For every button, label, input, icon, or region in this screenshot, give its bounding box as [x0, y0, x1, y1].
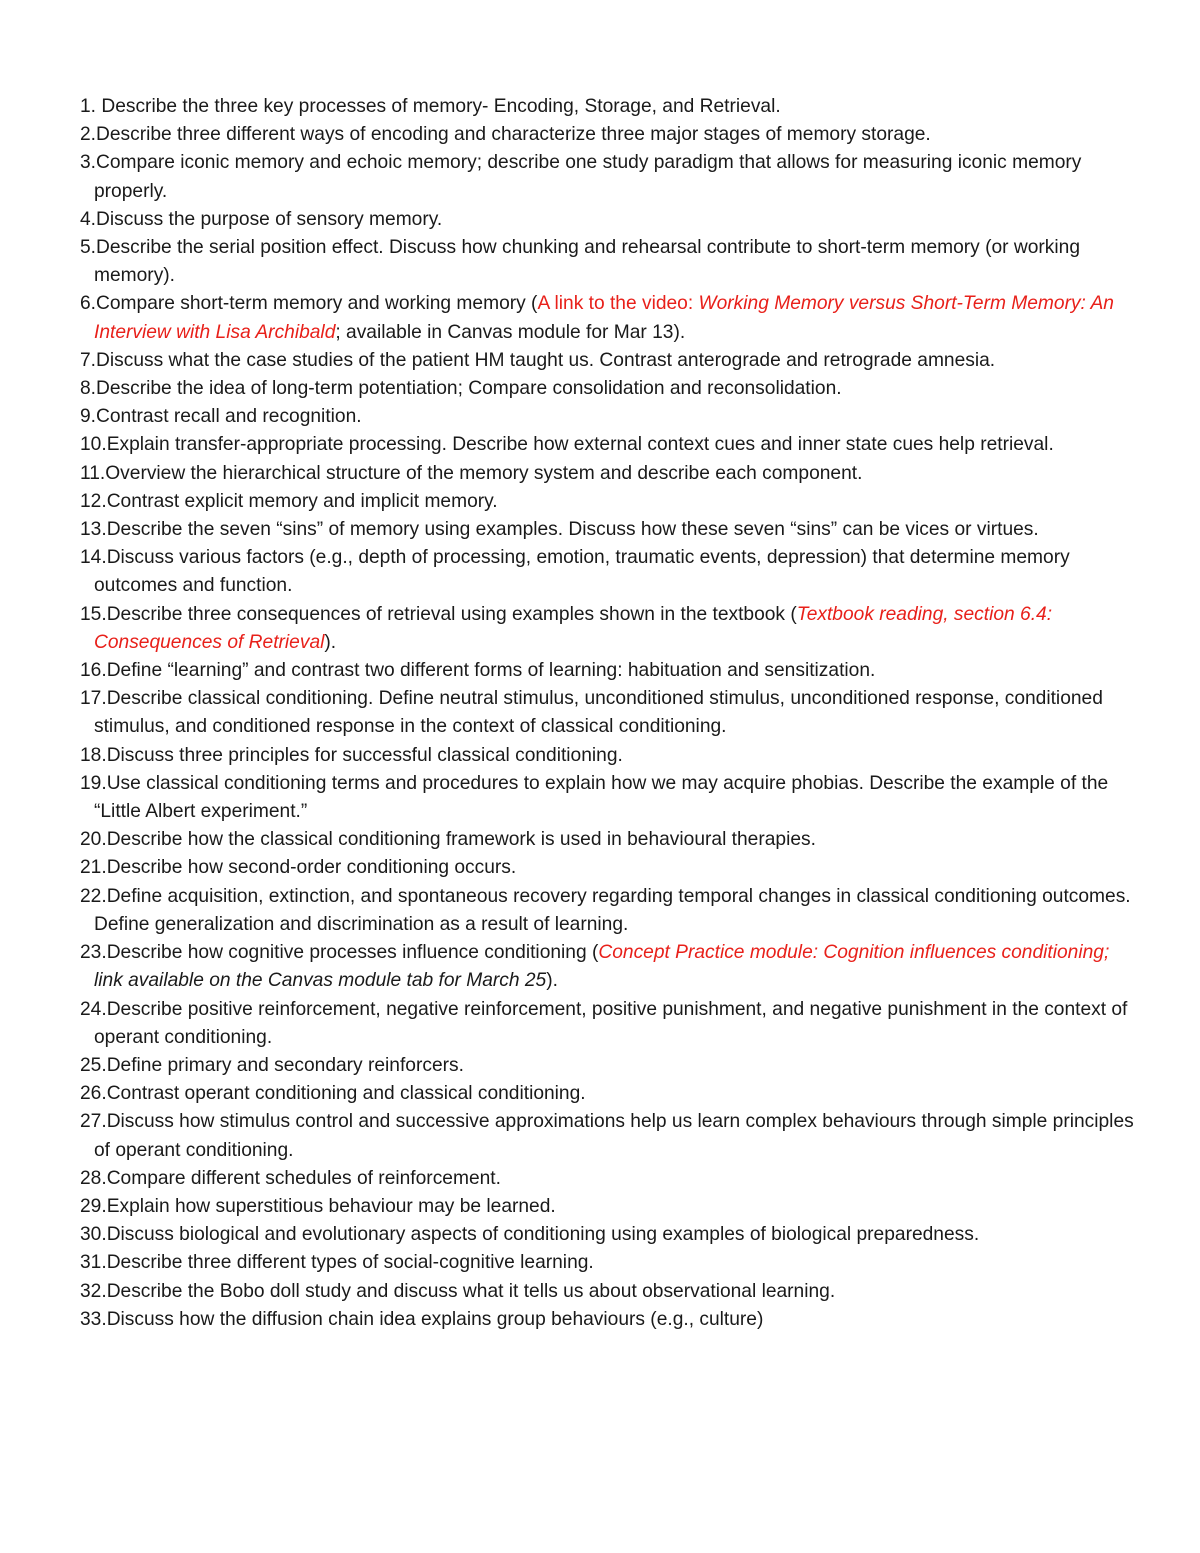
item-text: Describe the idea of long-term potentiation; Compare consolidation and reconsolidation.: [96, 378, 842, 400]
reference-link-title[interactable]: Textbook reading, section 6.4: Consequences of Retrieval: [94, 603, 1053, 653]
item-number: 33.: [80, 1308, 107, 1330]
item-text: Overview the hierarchical structure of the memory system and describe each component.: [105, 462, 863, 484]
item-text: Discuss three principles for successful classical conditioning.: [106, 744, 623, 766]
list-item: [80, 742, 1140, 770]
list-item: [80, 149, 1140, 205]
list-item: [80, 854, 1140, 882]
list-item: [80, 1221, 1140, 1249]
item-text: Describe three different ways of encoding and characterize three major stages of memory storage.: [96, 124, 931, 146]
item-number: 16.: [80, 660, 107, 682]
item-text: Describe three different types of social-cognitive learning.: [106, 1252, 594, 1274]
item-number: 25.: [80, 1054, 107, 1076]
item-text: Contrast recall and recognition.: [96, 406, 362, 428]
item-text: Contrast operant conditioning and classical conditioning.: [106, 1083, 586, 1105]
list-item: [80, 544, 1140, 600]
item-number: 20.: [80, 829, 107, 851]
item-number: 2.: [80, 124, 97, 146]
item-number: 10.: [80, 434, 107, 456]
item-number: 31.: [80, 1252, 107, 1274]
item-number: 15.: [80, 603, 107, 625]
list-item: [80, 1306, 1140, 1334]
list-item: [80, 460, 1140, 488]
item-number: 26.: [80, 1083, 107, 1105]
item-number: 1.: [80, 96, 102, 117]
list-item: [80, 93, 1140, 121]
item-number: 8.: [80, 378, 97, 400]
item-text: Discuss the purpose of sensory memory.: [96, 208, 443, 230]
item-text: Describe how cognitive processes influence conditioning (: [106, 942, 599, 964]
item-number: 3.: [80, 152, 97, 174]
list-item: [80, 601, 1140, 657]
item-text: Contrast explicit memory and implicit memory.: [106, 490, 498, 512]
study-questions-list: [80, 93, 1140, 1334]
item-number: 7.: [80, 349, 97, 371]
item-text: Define acquisition, extinction, and spontaneous recovery regarding temporal changes in classical conditioning outcomes. Define generalization and discrimination as a result of learning.: [94, 885, 1131, 935]
item-text: Describe the seven “sins” of memory using examples. Discuss how these seven “sins” can be vices or virtues.: [106, 519, 1039, 541]
item-number: 12.: [80, 490, 107, 512]
item-text: Describe the three key processes of memory- Encoding, Storage, and Retrieval.: [101, 96, 781, 117]
list-item: [80, 770, 1140, 826]
list-item: [80, 1108, 1140, 1164]
list-item: [80, 1052, 1140, 1080]
list-item: [80, 403, 1140, 431]
item-number: 14.: [80, 547, 107, 569]
item-text: Describe how the classical conditioning framework is used in behavioural therapies.: [106, 829, 816, 851]
reference-link-text[interactable]: A link to the video:: [537, 293, 699, 315]
list-item: [80, 431, 1140, 459]
item-text: Discuss how stimulus control and successive approximations help us learn complex behaviours through simple principles of operant conditioning.: [94, 1111, 1134, 1161]
list-item: [80, 488, 1140, 516]
list-item: [80, 685, 1140, 741]
item-text: Describe the serial position effect. Discuss how chunking and rehearsal contribute to short-term memory (or working memory).: [94, 237, 1080, 287]
list-item: [80, 1278, 1140, 1306]
reference-link-title[interactable]: Working Memory versus Short-Term Memory: An Interview with Lisa Archibald: [94, 293, 1114, 343]
list-item: [80, 121, 1140, 149]
item-text: Discuss how the diffusion chain idea explains group behaviours (e.g., culture): [106, 1308, 764, 1330]
item-text: Compare different schedules of reinforcement.: [106, 1167, 501, 1189]
item-number: 18.: [80, 744, 107, 766]
list-item: [80, 826, 1140, 854]
reference-link-title[interactable]: Concept Practice module: Cognition influences conditioning;: [598, 942, 1110, 964]
item-text: Define primary and secondary reinforcers.: [106, 1054, 464, 1076]
list-item: [80, 234, 1140, 290]
list-item: [80, 1193, 1140, 1221]
reference-note: link available on the Canvas module tab for March 25: [94, 970, 547, 992]
item-number: 21.: [80, 857, 107, 879]
list-item: [80, 1080, 1140, 1108]
item-number: 28.: [80, 1167, 107, 1189]
list-item: [80, 1165, 1140, 1193]
item-number: 17.: [80, 688, 107, 710]
list-item: [80, 657, 1140, 685]
list-item: [80, 883, 1140, 939]
item-text: Explain transfer-appropriate processing. Describe how external context cues and inner state cues help retrieval.: [106, 434, 1054, 456]
list-item: [80, 939, 1140, 995]
item-text: Describe the Bobo doll study and discuss what it tells us about observational learning.: [106, 1280, 836, 1302]
item-text: Define “learning” and contrast two different forms of learning: habituation and sensitization.: [106, 660, 876, 682]
item-text: Explain how superstitious behaviour may be learned.: [106, 1195, 556, 1217]
item-number: 5.: [80, 237, 97, 259]
item-text: Compare short-term memory and working memory (: [96, 293, 538, 315]
item-text: ; available in Canvas module for Mar 13).: [335, 321, 686, 343]
list-item: [80, 1249, 1140, 1277]
item-number: 29.: [80, 1195, 107, 1217]
list-item: [80, 375, 1140, 403]
item-number: 6.: [80, 293, 97, 315]
item-number: 9.: [80, 406, 97, 428]
list-item: [80, 516, 1140, 544]
item-text: Describe positive reinforcement, negative reinforcement, positive punishment, and negative punishment in the context of operant conditioning.: [94, 998, 1128, 1048]
list-item: [80, 996, 1140, 1052]
item-text: Describe how second-order conditioning occurs.: [106, 857, 517, 879]
list-item: [80, 347, 1140, 375]
item-text: Discuss what the case studies of the patient HM taught us. Contrast anterograde and retrograde amnesia.: [96, 349, 996, 371]
item-number: 32.: [80, 1280, 107, 1302]
item-text: Discuss various factors (e.g., depth of processing, emotion, traumatic events, depression) that determine memory outcomes and function.: [94, 547, 1070, 597]
item-text: Discuss biological and evolutionary aspects of conditioning using examples of biological preparedness.: [106, 1224, 980, 1246]
item-number: 23.: [80, 942, 107, 964]
item-text: Describe three consequences of retrieval using examples shown in the textbook (: [106, 603, 797, 625]
item-text: Describe classical conditioning. Define neutral stimulus, unconditioned stimulus, unconditioned response, conditioned stimulus, and conditioned response in the context of classical conditioning.: [94, 688, 1103, 738]
item-number: 30.: [80, 1224, 107, 1246]
item-text: Use classical conditioning terms and procedures to explain how we may acquire phobias. Describe the example of the “Little Albert experiment.”: [94, 772, 1109, 823]
item-number: 22.: [80, 885, 107, 907]
item-number: 19.: [80, 772, 107, 794]
list-item: [80, 290, 1140, 346]
item-number: 11.: [80, 462, 106, 484]
item-text: ).: [324, 631, 337, 653]
item-number: 24.: [80, 998, 107, 1020]
item-number: 13.: [80, 519, 107, 541]
item-number: 27.: [80, 1111, 107, 1133]
item-number: 4.: [80, 208, 97, 230]
item-text: Compare iconic memory and echoic memory; describe one study paradigm that allows for measuring iconic memory properly.: [94, 152, 1082, 202]
item-text: ).: [546, 970, 558, 992]
list-item: [80, 206, 1140, 234]
